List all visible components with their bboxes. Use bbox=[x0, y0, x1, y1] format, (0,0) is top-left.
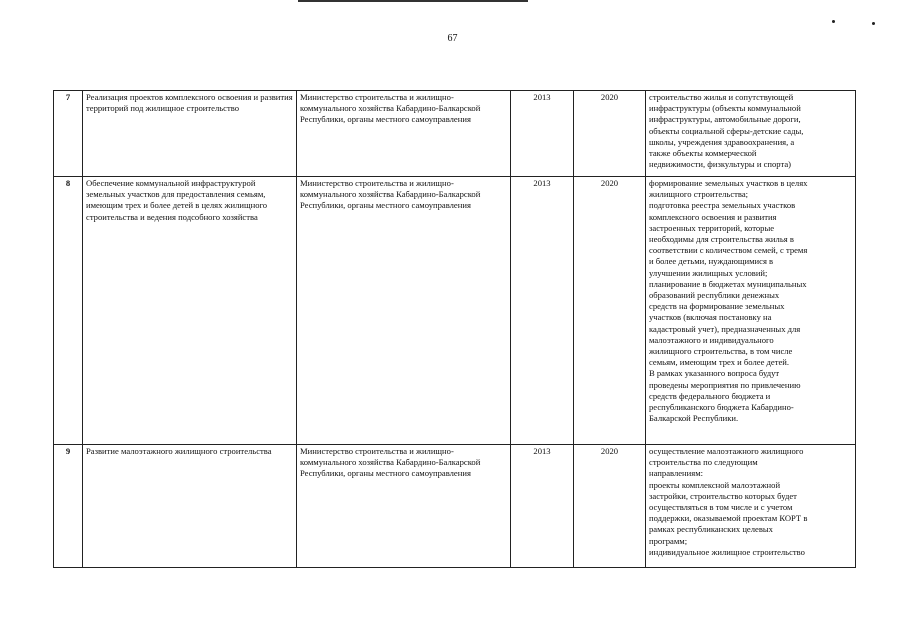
measure-name: Реализация проектов комплексного освоения и развития территорий под жилищное строительство bbox=[83, 91, 297, 177]
result-line: строительства по следующим bbox=[649, 457, 758, 468]
table-row bbox=[54, 445, 856, 568]
start-year: 2013 bbox=[511, 177, 574, 445]
result-line: и более детьми, нуждающимися в bbox=[649, 256, 774, 267]
result-line: инфраструктуры (объекты коммунальной bbox=[649, 103, 801, 114]
page-top-rule bbox=[298, 0, 528, 2]
result-line: необходимы для строительства жилья в bbox=[649, 234, 794, 245]
result-line: республиканского бюджета Кабардино- bbox=[649, 402, 794, 413]
result-line: программ; bbox=[649, 535, 688, 546]
scan-speck bbox=[832, 20, 835, 23]
start-year: 2013 bbox=[511, 91, 574, 177]
measure-name: Обеспечение коммунальной инфраструктурой земельных участков для предоставления семьям, имеющим трех и более детей в целях жилищного строительства и ведения подсобного хозяйства bbox=[83, 177, 297, 445]
result-line: осуществляться в том числе и с учетом bbox=[649, 502, 793, 513]
result-line: школы, учреждения здравоохранения, а bbox=[649, 136, 795, 147]
expected-result bbox=[646, 91, 856, 177]
result-line: застроенных территорий, которые bbox=[649, 222, 775, 233]
result-line: средств федерального бюджета и bbox=[649, 390, 771, 401]
result-line: проекты комплексной малоэтажной bbox=[649, 479, 781, 490]
result-line: также объекты коммерческой bbox=[649, 148, 757, 159]
table-row bbox=[54, 177, 856, 445]
row-number: 9 bbox=[54, 445, 83, 568]
result-line: планирование в бюджетах муниципальных bbox=[649, 278, 807, 289]
end-year: 2020 bbox=[574, 177, 646, 445]
measure-name: Развитие малоэтажного жилищного строительства bbox=[83, 445, 297, 568]
result-line: индивидуальное жилищное строительство bbox=[649, 546, 805, 557]
result-line: рамках республиканских целевых bbox=[649, 524, 773, 535]
result-line: малоэтажного и индивидуального bbox=[649, 334, 774, 345]
result-line: комплексного освоения и развития bbox=[649, 211, 777, 222]
start-year: 2013 bbox=[511, 445, 574, 568]
result-line: кадастровый учет), предназначенных для bbox=[649, 323, 801, 334]
result-line: направлениям: bbox=[649, 468, 704, 479]
measures-table bbox=[53, 90, 856, 568]
expected-result bbox=[646, 445, 856, 568]
end-year: 2020 bbox=[574, 91, 646, 177]
measure-executor: Министерство строительства и жилищно-коммунального хозяйства Кабардино-Балкарской Республики, органы местного самоуправления bbox=[297, 91, 511, 177]
measure-executor: Министерство строительства и жилищно-коммунального хозяйства Кабардино-Балкарской Республики, органы местного самоуправления bbox=[297, 177, 511, 445]
result-line: проведены мероприятия по привлечению bbox=[649, 379, 801, 390]
result-line: застройки, строительство которых будет bbox=[649, 490, 797, 501]
result-line: жилищного строительства, в том числе bbox=[649, 346, 793, 357]
result-line: недвижимости, физкультуры и спорта) bbox=[649, 159, 792, 170]
result-line: формирование земельных участков в целях bbox=[649, 178, 808, 188]
result-line: поддержки, оказываемой проектам КОРТ в bbox=[649, 513, 808, 524]
result-line: Балкарской Республики. bbox=[649, 413, 739, 424]
result-line: подготовка реестра земельных участков bbox=[649, 200, 796, 211]
table-row bbox=[54, 91, 856, 177]
result-line: средств на формирование земельных bbox=[649, 301, 785, 312]
end-year: 2020 bbox=[574, 445, 646, 568]
result-line: жилищного строительства; bbox=[649, 189, 749, 200]
result-line: семьям, имеющим трех и более детей. bbox=[649, 357, 790, 368]
result-line: улучшении жилищных условий; bbox=[649, 267, 768, 278]
result-line: осуществление малоэтажного жилищного bbox=[649, 446, 804, 456]
expected-result bbox=[646, 177, 856, 445]
result-line: образований республики денежных bbox=[649, 290, 780, 301]
row-number: 8 bbox=[54, 177, 83, 445]
result-line: соответствии с количеством семей, с тремя bbox=[649, 245, 808, 256]
result-line: инфраструктуры, автомобильные дороги, bbox=[649, 114, 801, 125]
result-line: строительство жилья и сопутствующей bbox=[649, 92, 794, 102]
scan-speck bbox=[872, 22, 875, 25]
result-line: объекты социальной сферы-детские сады, bbox=[649, 125, 804, 136]
result-line: В рамках указанного вопроса будут bbox=[649, 368, 780, 379]
page-number: 67 bbox=[447, 33, 458, 44]
row-number: 7 bbox=[54, 91, 83, 177]
measure-executor: Министерство строительства и жилищно-коммунального хозяйства Кабардино-Балкарской Республики, органы местного самоуправления bbox=[297, 445, 511, 568]
result-line: участков (включая постановку на bbox=[649, 312, 772, 323]
